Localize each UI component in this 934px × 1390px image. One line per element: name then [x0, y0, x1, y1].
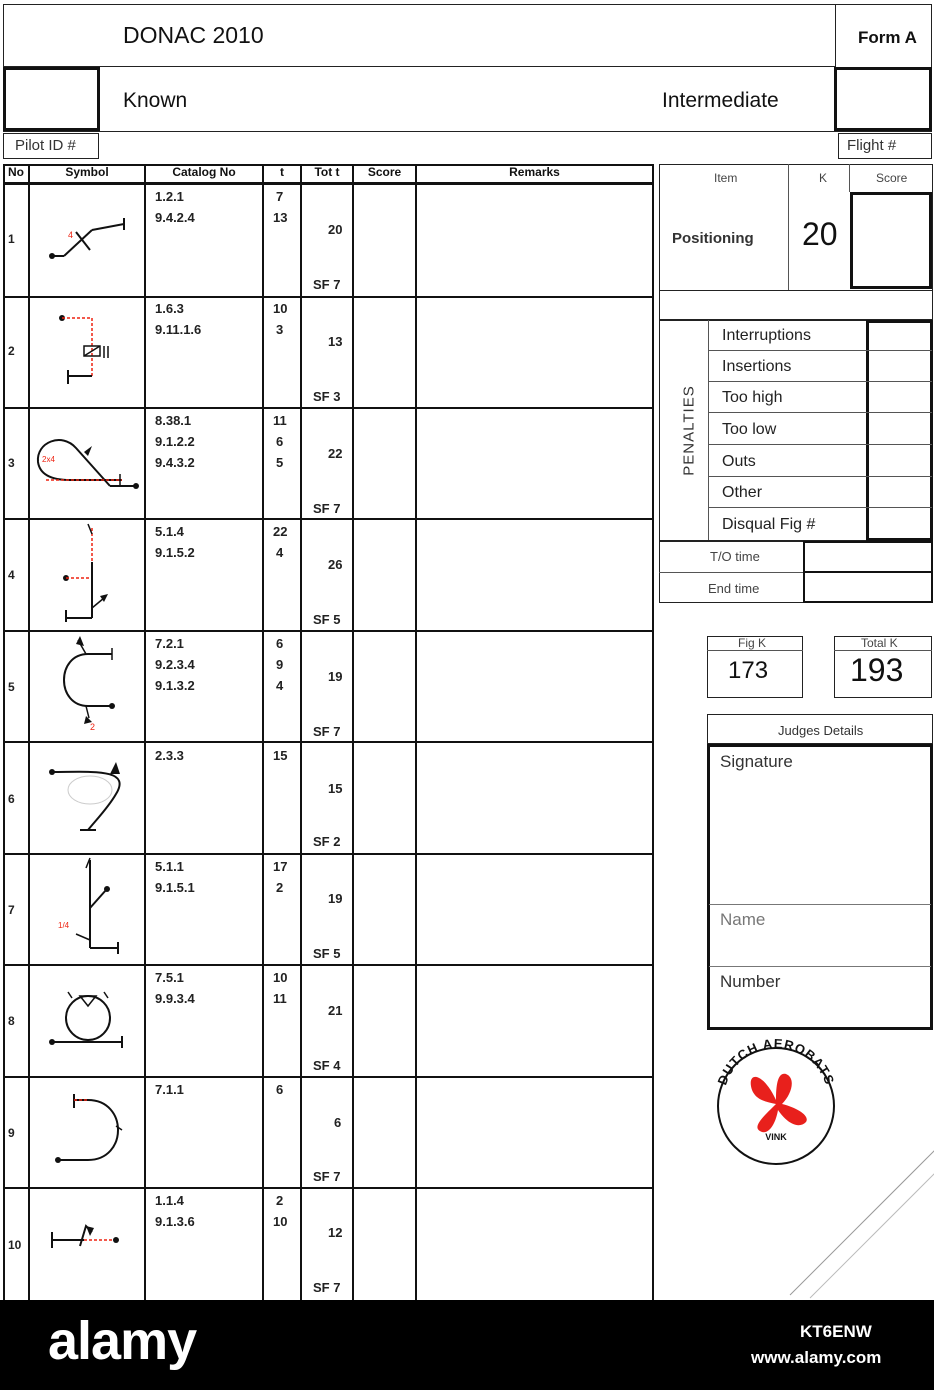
t-value: 7: [276, 189, 284, 204]
row-number: 7: [8, 903, 15, 917]
t-value: 6: [276, 1082, 284, 1097]
col-line: [415, 164, 417, 1300]
col-header-tot: Tot t: [314, 165, 340, 179]
t-value: 2: [276, 880, 284, 895]
divider: [849, 164, 850, 192]
row-rule: [3, 1187, 654, 1189]
divider: [834, 650, 932, 651]
divider: [788, 164, 789, 290]
category-label: Known: [123, 89, 188, 112]
t-value: 17: [273, 859, 288, 874]
fig-k-label: Fig K: [738, 636, 767, 650]
catalog-number: 5.1.4: [155, 524, 184, 539]
t-value: 4: [276, 678, 284, 693]
t-value: 6: [276, 434, 284, 449]
catalog-number: 7.2.1: [155, 636, 184, 651]
col-header-remarks: Remarks: [509, 165, 560, 179]
catalog-number: 9.4.2.4: [155, 210, 195, 225]
catalog-number: 9.1.3.2: [155, 678, 195, 693]
symbol-mark: 2: [90, 722, 96, 732]
aresti-symbol-6: [32, 744, 142, 844]
level-label: Intermediate: [662, 89, 779, 112]
t-value: 11: [273, 413, 287, 428]
watermark-code: KT6ENW: [800, 1322, 872, 1341]
total-k-label: Total K: [861, 636, 898, 650]
t-value: 22: [273, 524, 288, 539]
t-value: 10: [273, 970, 288, 985]
penalty-input-other[interactable]: [866, 477, 932, 508]
penalty-other: Other: [708, 477, 866, 508]
total-t: 15: [328, 781, 343, 796]
penalty-input-too-low[interactable]: [866, 414, 932, 445]
end-time-label: End time: [708, 581, 760, 596]
total-t: 12: [328, 1225, 343, 1240]
header-divider: [3, 66, 835, 67]
penalty-too-low: Too low: [708, 414, 866, 445]
k-label: K: [819, 171, 828, 185]
penalty-outs: Outs: [708, 446, 866, 477]
t-value: 9: [276, 657, 284, 672]
row-number: 10: [8, 1238, 22, 1252]
symbol-mark: 1/4: [58, 921, 70, 930]
form-id: Form A: [858, 28, 917, 47]
t-value: 6: [276, 636, 284, 651]
sf-value: SF 7: [313, 724, 341, 739]
t-value: 3: [276, 322, 284, 337]
catalog-number: 9.9.3.4: [155, 991, 195, 1006]
row-rule: [3, 853, 654, 855]
t-value: 4: [276, 545, 284, 560]
catalog-number: 9.1.5.1: [155, 880, 195, 895]
col-line: [144, 164, 146, 1300]
penalty-disqual: Disqual Fig #: [722, 516, 816, 533]
t-value: 5: [276, 455, 284, 470]
aresti-symbol-1: [32, 196, 142, 296]
row-number: 1: [8, 232, 15, 246]
col-line: [352, 164, 354, 1300]
row-number: 6: [8, 792, 15, 806]
catalog-number: 1.1.4: [155, 1193, 184, 1208]
col-header-t: t: [280, 165, 284, 179]
divider: [707, 650, 803, 651]
catalog-number: 9.1.2.2: [155, 434, 195, 449]
sf-value: SF 7: [313, 1169, 341, 1184]
divider: [709, 966, 931, 967]
sf-value: SF 4: [313, 1058, 341, 1073]
penalties-label: PENALTIES: [680, 385, 698, 476]
scan-lines: [780, 1140, 934, 1300]
symbol-mark: 2x4: [42, 455, 55, 464]
t-value: 11: [273, 991, 287, 1006]
penalty-input-too-high[interactable]: [866, 382, 932, 413]
positioning-score-box[interactable]: [850, 192, 932, 289]
t-value: 15: [273, 748, 288, 763]
col-line: [28, 164, 30, 1300]
end-time-input[interactable]: [803, 571, 933, 603]
col-header-no: No: [8, 165, 24, 179]
total-t: 26: [328, 557, 343, 572]
flight-label: Flight #: [847, 137, 897, 154]
t-value: 10: [273, 1214, 288, 1229]
number-label: Number: [720, 972, 781, 991]
row-number: 8: [8, 1014, 15, 1028]
divider: [709, 904, 931, 905]
catalog-number: 7.5.1: [155, 970, 184, 985]
watermark-url: www.alamy.com: [751, 1348, 882, 1367]
aresti-symbol-9: [32, 1084, 142, 1184]
spacer-box: [659, 290, 933, 320]
total-t: 20: [328, 222, 343, 237]
row-rule: [3, 296, 654, 298]
logo-text: DUTCH AEROBATS: [714, 1035, 838, 1087]
form-title: DONAC 2010: [123, 22, 264, 48]
t-value: 10: [273, 301, 288, 316]
divider: [659, 572, 803, 573]
watermark-brand: alamy: [48, 1311, 197, 1371]
takeoff-time-label: T/O time: [710, 549, 760, 564]
row-number: 3: [8, 456, 15, 470]
catalog-number: 9.1.5.2: [155, 545, 195, 560]
row-number: 2: [8, 344, 15, 358]
total-k-value: 193: [850, 652, 904, 688]
row-rule: [3, 964, 654, 966]
catalog-number: 8.38.1: [155, 413, 192, 428]
col-header-symbol: Symbol: [65, 165, 109, 179]
symbol-mark: 4: [68, 230, 74, 240]
signature-field[interactable]: [710, 780, 930, 902]
signature-label: Signature: [720, 752, 793, 771]
col-header-catalog: Catalog No: [172, 165, 236, 179]
t-value: 13: [273, 210, 288, 225]
positioning-label: Positioning: [672, 230, 754, 247]
takeoff-time-input[interactable]: [803, 541, 933, 573]
row-number: 4: [8, 568, 15, 582]
aresti-symbol-4: [32, 522, 142, 622]
catalog-number: 9.2.3.4: [155, 657, 195, 672]
t-value: 2: [276, 1193, 284, 1208]
sf-value: SF 7: [313, 277, 341, 292]
row-rule: [3, 407, 654, 409]
catalog-number: 1.6.3: [155, 301, 184, 316]
penalty-interruptions: Interruptions: [708, 320, 866, 351]
aresti-symbol-8: [32, 968, 142, 1068]
aresti-symbol-2: [32, 306, 142, 406]
aresti-symbol-10: [32, 1196, 142, 1296]
catalog-number: 2.3.3: [155, 748, 184, 763]
penalty-too-high: Too high: [708, 382, 866, 413]
penalty-input-outs[interactable]: [866, 446, 932, 477]
fig-k-value: 173: [728, 657, 769, 684]
positioning-k: 20: [802, 216, 838, 252]
catalog-number: 9.4.3.2: [155, 455, 195, 470]
catalog-number: 1.2.1: [155, 189, 184, 204]
sf-value: SF 7: [313, 501, 341, 516]
sf-value: SF 5: [313, 612, 341, 627]
col-line: [262, 164, 264, 1300]
penalty-insertions: Insertions: [708, 351, 866, 382]
penalty-input-interruptions[interactable]: [866, 320, 932, 351]
catalog-number: 9.11.1.6: [155, 322, 202, 337]
aresti-symbol-3: [32, 418, 142, 518]
logo-sub: VINK: [765, 1132, 787, 1142]
total-t: 6: [334, 1115, 342, 1130]
total-t: 21: [328, 1003, 343, 1018]
row-number: 9: [8, 1126, 15, 1140]
pilot-id-box[interactable]: [3, 67, 100, 131]
table-header-rule: [3, 182, 654, 185]
catalog-number: 5.1.1: [155, 859, 184, 874]
sf-value: SF 7: [313, 1280, 341, 1295]
total-t: 19: [328, 669, 343, 684]
aresti-symbol-5: [32, 632, 142, 732]
item-label: Item: [714, 171, 738, 185]
aresti-symbol-7: [32, 856, 142, 956]
total-t: 13: [328, 334, 343, 349]
total-t: 22: [328, 446, 343, 461]
catalog-number: 7.1.1: [155, 1082, 184, 1097]
catalog-number: 9.1.3.6: [155, 1214, 195, 1229]
judges-title: Judges Details: [778, 723, 864, 738]
col-header-score: Score: [367, 165, 402, 179]
score-label: Score: [876, 171, 908, 185]
col-line: [300, 164, 302, 1300]
penalty-input-insertions[interactable]: [866, 351, 932, 382]
pilot-id-label: Pilot ID #: [15, 137, 76, 154]
flight-number-box[interactable]: [834, 67, 932, 131]
row-rule: [3, 1076, 654, 1078]
sf-value: SF 3: [313, 389, 341, 404]
sf-value: SF 5: [313, 946, 341, 961]
sf-value: SF 2: [313, 834, 341, 849]
row-number: 5: [8, 680, 15, 694]
total-t: 19: [328, 891, 343, 906]
name-label: Name: [720, 910, 766, 929]
